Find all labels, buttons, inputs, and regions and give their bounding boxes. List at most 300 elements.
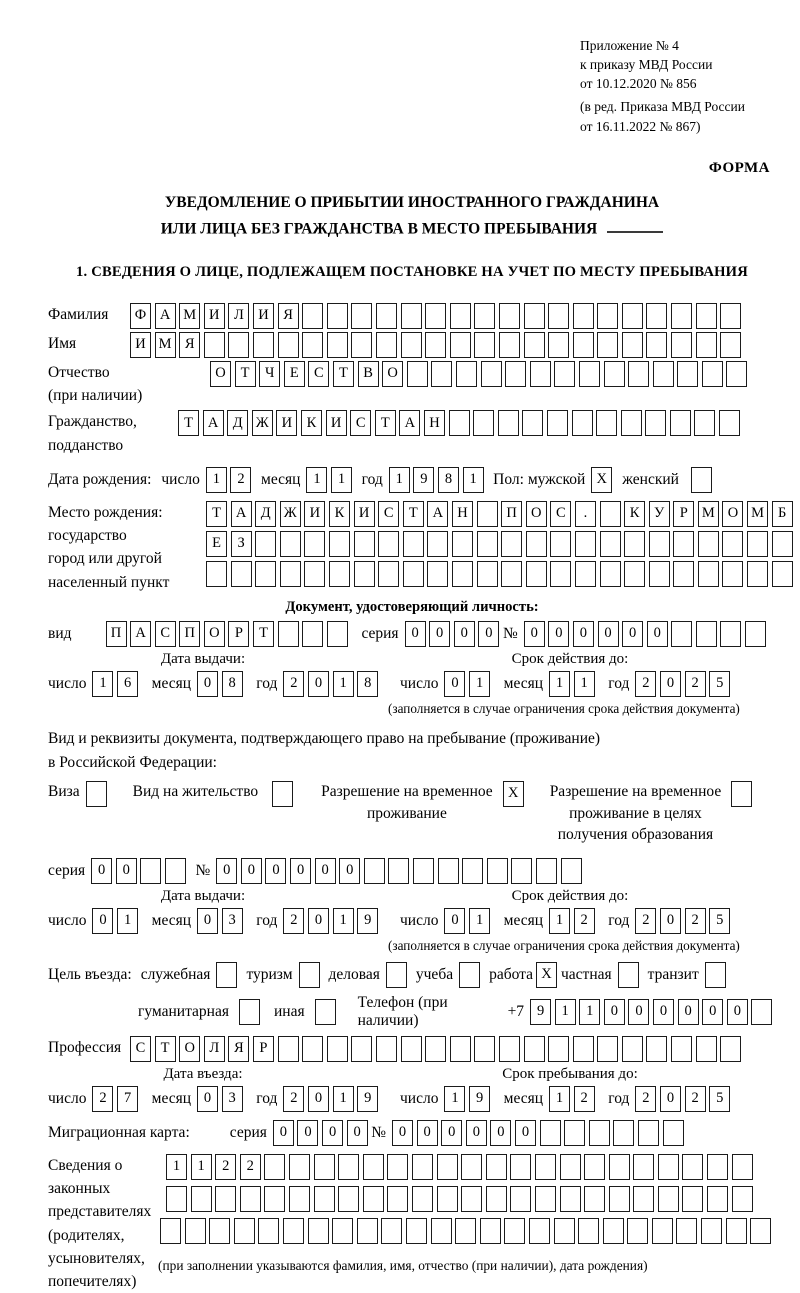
char-cell[interactable]: [166, 1186, 187, 1212]
char-cell[interactable]: [719, 410, 740, 436]
char-cell[interactable]: 8: [438, 467, 459, 493]
char-cell[interactable]: [550, 561, 571, 587]
char-cell[interactable]: [745, 621, 766, 647]
char-cell[interactable]: [673, 531, 694, 557]
char-cell[interactable]: [140, 858, 161, 884]
char-cell[interactable]: [597, 1036, 618, 1062]
char-cell[interactable]: [387, 1154, 408, 1180]
temp-residence-checkbox[interactable]: X: [503, 781, 524, 807]
char-cell[interactable]: [600, 561, 621, 587]
char-cell[interactable]: [437, 1186, 458, 1212]
char-cell[interactable]: 2: [574, 908, 595, 934]
char-cell[interactable]: 1: [574, 671, 595, 697]
char-cell[interactable]: [240, 1186, 261, 1212]
char-cell[interactable]: [720, 1036, 741, 1062]
char-cell[interactable]: [191, 1186, 212, 1212]
char-cell[interactable]: [578, 1218, 599, 1244]
char-cell[interactable]: [589, 1120, 610, 1146]
char-cell[interactable]: 8: [222, 671, 243, 697]
char-cell[interactable]: 0: [653, 999, 674, 1025]
char-cell[interactable]: 1: [469, 908, 490, 934]
char-cell[interactable]: [401, 332, 422, 358]
char-cell[interactable]: [406, 1218, 427, 1244]
char-cell[interactable]: [621, 410, 642, 436]
char-cell[interactable]: [522, 410, 543, 436]
char-cell[interactable]: [682, 1154, 703, 1180]
char-cell[interactable]: [425, 303, 446, 329]
char-cell[interactable]: Н: [452, 501, 473, 527]
char-cell[interactable]: [376, 303, 397, 329]
char-cell[interactable]: Т: [333, 361, 354, 387]
char-cell[interactable]: [510, 1154, 531, 1180]
char-cell[interactable]: 9: [357, 908, 378, 934]
char-cell[interactable]: 2: [635, 1086, 656, 1112]
char-cell[interactable]: С: [378, 501, 399, 527]
char-cell[interactable]: [231, 561, 252, 587]
char-cell[interactable]: [283, 1218, 304, 1244]
char-cell[interactable]: 2: [230, 467, 251, 493]
char-cell[interactable]: 0: [444, 908, 465, 934]
char-cell[interactable]: [264, 1186, 285, 1212]
char-cell[interactable]: А: [155, 303, 176, 329]
char-cell[interactable]: 9: [530, 999, 551, 1025]
char-cell[interactable]: Б: [772, 501, 793, 527]
char-cell[interactable]: 0: [598, 621, 619, 647]
char-cell[interactable]: [302, 332, 323, 358]
char-cell[interactable]: [357, 1218, 378, 1244]
char-cell[interactable]: 0: [265, 858, 286, 884]
char-cell[interactable]: Ж: [280, 501, 301, 527]
char-cell[interactable]: [653, 361, 674, 387]
char-cell[interactable]: [354, 561, 375, 587]
char-cell[interactable]: Я: [278, 303, 299, 329]
char-cell[interactable]: [456, 361, 477, 387]
char-cell[interactable]: С: [130, 1036, 151, 1062]
char-cell[interactable]: А: [130, 621, 151, 647]
char-cell[interactable]: [526, 531, 547, 557]
char-cell[interactable]: [304, 531, 325, 557]
char-cell[interactable]: [604, 361, 625, 387]
char-cell[interactable]: С: [350, 410, 371, 436]
char-cell[interactable]: З: [231, 531, 252, 557]
char-cell[interactable]: 2: [574, 1086, 595, 1112]
purpose-work-checkbox[interactable]: X: [536, 962, 557, 988]
char-cell[interactable]: 0: [216, 858, 237, 884]
char-cell[interactable]: [450, 1036, 471, 1062]
char-cell[interactable]: [627, 1218, 648, 1244]
char-cell[interactable]: [682, 1186, 703, 1212]
char-cell[interactable]: 5: [709, 1086, 730, 1112]
char-cell[interactable]: [698, 561, 719, 587]
char-cell[interactable]: [378, 561, 399, 587]
temp-residence-edu-checkbox[interactable]: [731, 781, 752, 807]
char-cell[interactable]: 2: [685, 1086, 706, 1112]
char-cell[interactable]: [707, 1154, 728, 1180]
char-cell[interactable]: И: [304, 501, 325, 527]
char-cell[interactable]: [584, 1186, 605, 1212]
char-cell[interactable]: Д: [227, 410, 248, 436]
char-cell[interactable]: 2: [685, 908, 706, 934]
char-cell[interactable]: [575, 531, 596, 557]
char-cell[interactable]: 1: [549, 1086, 570, 1112]
char-cell[interactable]: [364, 858, 385, 884]
char-cell[interactable]: [304, 561, 325, 587]
char-cell[interactable]: 1: [333, 908, 354, 934]
char-cell[interactable]: К: [329, 501, 350, 527]
char-cell[interactable]: [327, 332, 348, 358]
char-cell[interactable]: 0: [647, 621, 668, 647]
char-cell[interactable]: 1: [444, 1086, 465, 1112]
char-cell[interactable]: [480, 1218, 501, 1244]
char-cell[interactable]: И: [326, 410, 347, 436]
char-cell[interactable]: 0: [308, 671, 329, 697]
char-cell[interactable]: [596, 410, 617, 436]
char-cell[interactable]: [185, 1218, 206, 1244]
char-cell[interactable]: [302, 621, 323, 647]
char-cell[interactable]: 0: [441, 1120, 462, 1146]
char-cell[interactable]: [327, 621, 348, 647]
char-cell[interactable]: 1: [333, 671, 354, 697]
char-cell[interactable]: [772, 531, 793, 557]
char-cell[interactable]: 0: [347, 1120, 368, 1146]
char-cell[interactable]: 0: [573, 621, 594, 647]
char-cell[interactable]: [376, 332, 397, 358]
char-cell[interactable]: [462, 858, 483, 884]
char-cell[interactable]: [732, 1154, 753, 1180]
purpose-private-checkbox[interactable]: [618, 962, 639, 988]
char-cell[interactable]: [548, 332, 569, 358]
char-cell[interactable]: 5: [709, 671, 730, 697]
char-cell[interactable]: [573, 1036, 594, 1062]
char-cell[interactable]: [354, 531, 375, 557]
char-cell[interactable]: 0: [524, 621, 545, 647]
char-cell[interactable]: А: [231, 501, 252, 527]
char-cell[interactable]: [332, 1218, 353, 1244]
purpose-study-checkbox[interactable]: [459, 962, 480, 988]
char-cell[interactable]: [597, 332, 618, 358]
char-cell[interactable]: О: [526, 501, 547, 527]
char-cell[interactable]: 0: [91, 858, 112, 884]
char-cell[interactable]: [696, 332, 717, 358]
char-cell[interactable]: О: [204, 621, 225, 647]
char-cell[interactable]: [278, 332, 299, 358]
char-cell[interactable]: [427, 531, 448, 557]
char-cell[interactable]: [707, 1186, 728, 1212]
char-cell[interactable]: О: [722, 501, 743, 527]
char-cell[interactable]: 1: [191, 1154, 212, 1180]
char-cell[interactable]: 1: [549, 671, 570, 697]
char-cell[interactable]: Л: [228, 303, 249, 329]
char-cell[interactable]: П: [179, 621, 200, 647]
char-cell[interactable]: А: [203, 410, 224, 436]
char-cell[interactable]: Т: [206, 501, 227, 527]
char-cell[interactable]: [658, 1154, 679, 1180]
char-cell[interactable]: [401, 1036, 422, 1062]
char-cell[interactable]: 0: [116, 858, 137, 884]
char-cell[interactable]: [600, 531, 621, 557]
char-cell[interactable]: [338, 1154, 359, 1180]
char-cell[interactable]: 0: [405, 621, 426, 647]
char-cell[interactable]: Р: [253, 1036, 274, 1062]
char-cell[interactable]: [696, 1036, 717, 1062]
char-cell[interactable]: [498, 410, 519, 436]
char-cell[interactable]: 0: [273, 1120, 294, 1146]
char-cell[interactable]: 1: [555, 999, 576, 1025]
char-cell[interactable]: [228, 332, 249, 358]
char-cell[interactable]: В: [358, 361, 379, 387]
char-cell[interactable]: [452, 531, 473, 557]
char-cell[interactable]: 0: [660, 908, 681, 934]
char-cell[interactable]: 0: [241, 858, 262, 884]
char-cell[interactable]: [671, 621, 692, 647]
char-cell[interactable]: [329, 531, 350, 557]
char-cell[interactable]: [524, 332, 545, 358]
char-cell[interactable]: [554, 1218, 575, 1244]
char-cell[interactable]: [628, 361, 649, 387]
char-cell[interactable]: Ж: [252, 410, 273, 436]
char-cell[interactable]: [206, 561, 227, 587]
char-cell[interactable]: С: [308, 361, 329, 387]
char-cell[interactable]: [329, 561, 350, 587]
char-cell[interactable]: [511, 858, 532, 884]
char-cell[interactable]: [670, 410, 691, 436]
char-cell[interactable]: М: [698, 501, 719, 527]
char-cell[interactable]: [524, 303, 545, 329]
char-cell[interactable]: [510, 1186, 531, 1212]
char-cell[interactable]: [609, 1154, 630, 1180]
char-cell[interactable]: [622, 332, 643, 358]
char-cell[interactable]: [501, 561, 522, 587]
char-cell[interactable]: [437, 1154, 458, 1180]
char-cell[interactable]: О: [179, 1036, 200, 1062]
char-cell[interactable]: О: [382, 361, 403, 387]
char-cell[interactable]: [671, 303, 692, 329]
char-cell[interactable]: П: [106, 621, 127, 647]
char-cell[interactable]: И: [354, 501, 375, 527]
char-cell[interactable]: [455, 1218, 476, 1244]
char-cell[interactable]: [751, 999, 772, 1025]
char-cell[interactable]: 0: [339, 858, 360, 884]
char-cell[interactable]: [575, 561, 596, 587]
char-cell[interactable]: 0: [727, 999, 748, 1025]
char-cell[interactable]: [696, 303, 717, 329]
char-cell[interactable]: [403, 561, 424, 587]
char-cell[interactable]: И: [130, 332, 151, 358]
char-cell[interactable]: 0: [308, 1086, 329, 1112]
char-cell[interactable]: [535, 1154, 556, 1180]
char-cell[interactable]: [327, 1036, 348, 1062]
char-cell[interactable]: [652, 1218, 673, 1244]
char-cell[interactable]: [401, 303, 422, 329]
purpose-humanitarian-checkbox[interactable]: [239, 999, 260, 1025]
char-cell[interactable]: П: [501, 501, 522, 527]
char-cell[interactable]: 8: [357, 671, 378, 697]
char-cell[interactable]: [726, 1218, 747, 1244]
char-cell[interactable]: 1: [333, 1086, 354, 1112]
char-cell[interactable]: [573, 303, 594, 329]
char-cell[interactable]: 0: [515, 1120, 536, 1146]
char-cell[interactable]: [696, 621, 717, 647]
char-cell[interactable]: 0: [660, 1086, 681, 1112]
char-cell[interactable]: [624, 531, 645, 557]
char-cell[interactable]: [772, 561, 793, 587]
char-cell[interactable]: [438, 858, 459, 884]
char-cell[interactable]: [624, 561, 645, 587]
char-cell[interactable]: [403, 531, 424, 557]
char-cell[interactable]: [720, 332, 741, 358]
char-cell[interactable]: 0: [92, 908, 113, 934]
char-cell[interactable]: 0: [290, 858, 311, 884]
char-cell[interactable]: [351, 1036, 372, 1062]
char-cell[interactable]: [573, 332, 594, 358]
char-cell[interactable]: 0: [197, 671, 218, 697]
char-cell[interactable]: [722, 531, 743, 557]
char-cell[interactable]: [289, 1154, 310, 1180]
char-cell[interactable]: 0: [478, 621, 499, 647]
char-cell[interactable]: [701, 1218, 722, 1244]
char-cell[interactable]: [314, 1186, 335, 1212]
char-cell[interactable]: [536, 858, 557, 884]
char-cell[interactable]: [658, 1186, 679, 1212]
char-cell[interactable]: [548, 303, 569, 329]
char-cell[interactable]: [505, 361, 526, 387]
char-cell[interactable]: [646, 1036, 667, 1062]
char-cell[interactable]: Я: [179, 332, 200, 358]
char-cell[interactable]: 2: [283, 671, 304, 697]
char-cell[interactable]: [560, 1154, 581, 1180]
char-cell[interactable]: [425, 1036, 446, 1062]
char-cell[interactable]: [209, 1218, 230, 1244]
char-cell[interactable]: [720, 303, 741, 329]
char-cell[interactable]: [726, 361, 747, 387]
char-cell[interactable]: 0: [392, 1120, 413, 1146]
char-cell[interactable]: [649, 531, 670, 557]
char-cell[interactable]: [597, 303, 618, 329]
char-cell[interactable]: [363, 1186, 384, 1212]
char-cell[interactable]: [504, 1218, 525, 1244]
purpose-transit-checkbox[interactable]: [705, 962, 726, 988]
char-cell[interactable]: [431, 361, 452, 387]
purpose-business-checkbox[interactable]: [386, 962, 407, 988]
char-cell[interactable]: Л: [204, 1036, 225, 1062]
char-cell[interactable]: 9: [469, 1086, 490, 1112]
char-cell[interactable]: [449, 410, 470, 436]
char-cell[interactable]: [302, 1036, 323, 1062]
char-cell[interactable]: М: [155, 332, 176, 358]
char-cell[interactable]: [548, 1036, 569, 1062]
char-cell[interactable]: 1: [117, 908, 138, 934]
char-cell[interactable]: 0: [466, 1120, 487, 1146]
char-cell[interactable]: [278, 1036, 299, 1062]
char-cell[interactable]: [215, 1186, 236, 1212]
char-cell[interactable]: К: [301, 410, 322, 436]
char-cell[interactable]: [477, 501, 498, 527]
char-cell[interactable]: 3: [222, 908, 243, 934]
char-cell[interactable]: 5: [709, 908, 730, 934]
char-cell[interactable]: 0: [702, 999, 723, 1025]
char-cell[interactable]: К: [624, 501, 645, 527]
char-cell[interactable]: [289, 1186, 310, 1212]
char-cell[interactable]: [302, 303, 323, 329]
char-cell[interactable]: [750, 1218, 771, 1244]
char-cell[interactable]: 9: [357, 1086, 378, 1112]
char-cell[interactable]: [255, 561, 276, 587]
char-cell[interactable]: Т: [253, 621, 274, 647]
char-cell[interactable]: [264, 1154, 285, 1180]
char-cell[interactable]: [530, 361, 551, 387]
char-cell[interactable]: [499, 332, 520, 358]
char-cell[interactable]: 0: [315, 858, 336, 884]
char-cell[interactable]: [160, 1218, 181, 1244]
char-cell[interactable]: [677, 361, 698, 387]
char-cell[interactable]: [204, 332, 225, 358]
char-cell[interactable]: [431, 1218, 452, 1244]
char-cell[interactable]: [253, 332, 274, 358]
char-cell[interactable]: [572, 410, 593, 436]
char-cell[interactable]: [487, 858, 508, 884]
char-cell[interactable]: 2: [215, 1154, 236, 1180]
char-cell[interactable]: Е: [284, 361, 305, 387]
char-cell[interactable]: [603, 1218, 624, 1244]
char-cell[interactable]: 2: [283, 1086, 304, 1112]
char-cell[interactable]: [280, 561, 301, 587]
char-cell[interactable]: [376, 1036, 397, 1062]
char-cell[interactable]: 7: [117, 1086, 138, 1112]
char-cell[interactable]: [526, 561, 547, 587]
char-cell[interactable]: Н: [424, 410, 445, 436]
char-cell[interactable]: [633, 1186, 654, 1212]
char-cell[interactable]: 1: [549, 908, 570, 934]
char-cell[interactable]: [649, 561, 670, 587]
char-cell[interactable]: [540, 1120, 561, 1146]
char-cell[interactable]: [524, 1036, 545, 1062]
char-cell[interactable]: [633, 1154, 654, 1180]
char-cell[interactable]: [450, 332, 471, 358]
char-cell[interactable]: Е: [206, 531, 227, 557]
char-cell[interactable]: 0: [548, 621, 569, 647]
char-cell[interactable]: [486, 1186, 507, 1212]
char-cell[interactable]: [646, 303, 667, 329]
char-cell[interactable]: [646, 332, 667, 358]
char-cell[interactable]: [474, 303, 495, 329]
char-cell[interactable]: [638, 1120, 659, 1146]
char-cell[interactable]: [622, 303, 643, 329]
char-cell[interactable]: [747, 561, 768, 587]
char-cell[interactable]: 0: [417, 1120, 438, 1146]
char-cell[interactable]: 0: [197, 1086, 218, 1112]
char-cell[interactable]: [474, 1036, 495, 1062]
char-cell[interactable]: [412, 1186, 433, 1212]
char-cell[interactable]: 0: [322, 1120, 343, 1146]
char-cell[interactable]: [278, 621, 299, 647]
char-cell[interactable]: [732, 1186, 753, 1212]
char-cell[interactable]: [747, 531, 768, 557]
char-cell[interactable]: 2: [635, 671, 656, 697]
char-cell[interactable]: [579, 361, 600, 387]
char-cell[interactable]: А: [427, 501, 448, 527]
char-cell[interactable]: 1: [469, 671, 490, 697]
char-cell[interactable]: [622, 1036, 643, 1062]
char-cell[interactable]: Т: [178, 410, 199, 436]
sex-male-checkbox[interactable]: X: [591, 467, 612, 493]
char-cell[interactable]: Ф: [130, 303, 151, 329]
char-cell[interactable]: [351, 332, 372, 358]
char-cell[interactable]: С: [550, 501, 571, 527]
char-cell[interactable]: [255, 531, 276, 557]
char-cell[interactable]: 0: [197, 908, 218, 934]
char-cell[interactable]: У: [649, 501, 670, 527]
char-cell[interactable]: [477, 561, 498, 587]
